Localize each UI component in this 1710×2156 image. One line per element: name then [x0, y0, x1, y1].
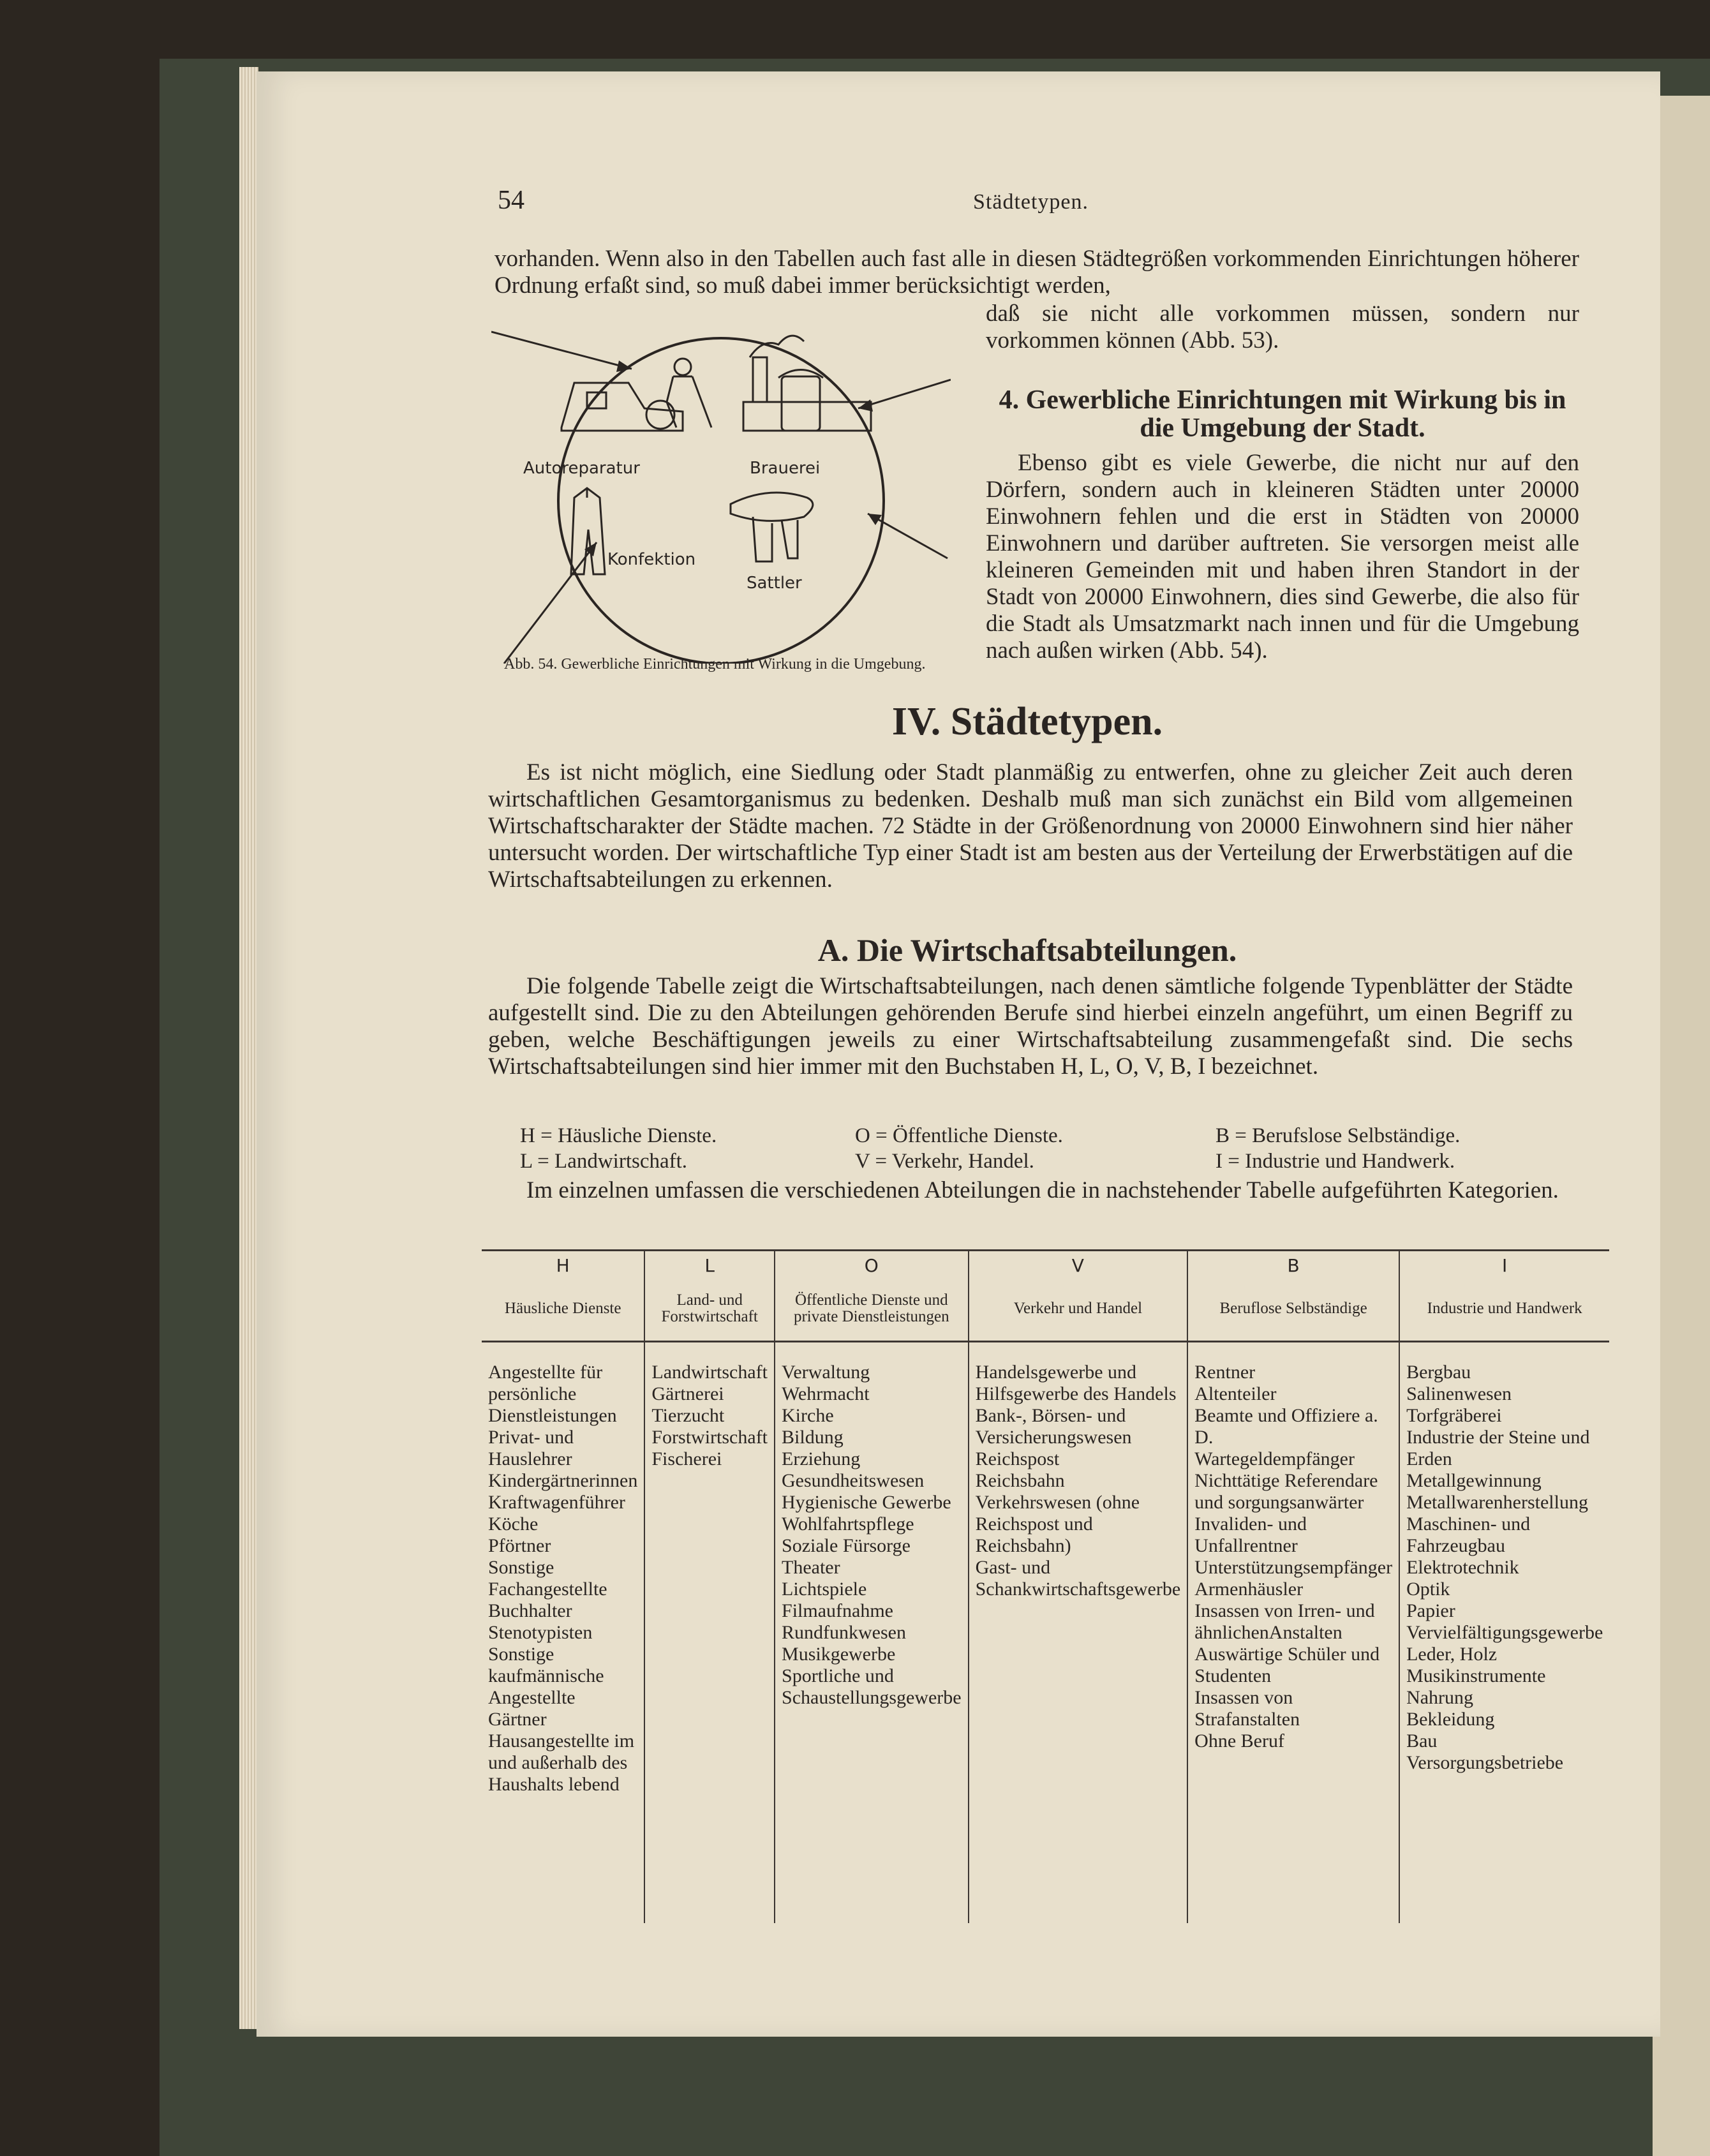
table-item: Wohlfahrtspflege	[782, 1513, 914, 1535]
table-item: Insassen von Irren- und ähnlichenAnstalten	[1194, 1600, 1375, 1643]
arrow-konfektion	[504, 542, 597, 664]
table-item: Nahrung	[1406, 1687, 1474, 1708]
legend-col-1	[520, 1123, 717, 1174]
table-item: Vervielfältigungsgewerbe	[1406, 1622, 1603, 1643]
page-stack-edge	[239, 67, 258, 2029]
table-item: Bau	[1406, 1730, 1438, 1751]
table-item: Optik	[1406, 1579, 1450, 1600]
table-item: Salinenwesen	[1406, 1383, 1512, 1404]
figure-drawing	[491, 306, 951, 664]
chapter-text: Es ist nicht möglich, eine Siedlung oder Stadt planmäßig zu entwerfen, ohne zu gleicher Zeit auch deren wirtschaftlichen Gesamtorganismus zu bedenken. Deshalb muß man sich zunächst ein Bild vom allgemeinen Wirtschaftscharakter der Städte machen. 72 Städte in der Größenordnung von 20000 Einwohnern sind hier näher untersucht worden. Der wirtschaftliche Typ einer Stadt ist am besten aus der Verteilung der Erwerbstätigen auf die Wirtschaftsabteilungen zu erkennen.	[488, 759, 1573, 893]
table-item: Ohne Beruf	[1194, 1730, 1284, 1751]
table-item: Sportliche und Schaustellungsgewerbe	[782, 1665, 962, 1708]
cell-h	[482, 1342, 644, 1924]
figure-abb-54	[491, 306, 951, 664]
figure-circle	[558, 338, 884, 664]
table-item: Beamte und Offiziere a. D.	[1194, 1405, 1378, 1448]
table-item: Industrie der Steine und Erden	[1406, 1427, 1590, 1469]
table-item: Gärtner	[488, 1709, 547, 1730]
legend-v: V = Verkehr, Handel.	[855, 1150, 1034, 1173]
col-name-o: Öffentliche Dienste und private Dienstleistungen	[775, 1277, 969, 1342]
cell-v	[969, 1342, 1188, 1924]
cell-b	[1187, 1342, 1399, 1924]
col-letter-h: H	[482, 1251, 644, 1277]
table-letter-row	[482, 1251, 1609, 1277]
running-head: Städtetypen.	[973, 190, 1089, 214]
intro-paragraph: vorhanden. Wenn also in den Tabellen auch fast alle in diesen Städtegrößen vorkommenden Einrichtungen höherer Ordnung erfaßt sind, so muß dabei immer berücksichtigt werden,	[494, 246, 1579, 299]
col-name-v: Verkehr und Handel	[969, 1277, 1188, 1342]
figure-caption: Abb. 54. Gewerbliche Einrichtungen mit Wirkung in die Umgebung.	[504, 656, 926, 673]
table-item: Hausangestellte im und außerhalb des Haushalts lebend	[488, 1730, 635, 1795]
arrow-brauerei	[858, 380, 951, 408]
section-a-heading: A. Die Wirtschaftsabteilungen.	[817, 932, 1237, 968]
table-item: Rundfunkwesen	[782, 1622, 906, 1643]
table-item: Buchhalter	[488, 1600, 572, 1621]
table-item: Kraftwagenführer	[488, 1492, 625, 1513]
legend-b: B = Berufslose Selbständige.	[1216, 1124, 1461, 1147]
arrow-autoreparatur	[491, 332, 632, 369]
col-name-b: Beruflose Selbständige	[1187, 1277, 1399, 1342]
table-item: Filmaufnahme	[782, 1600, 893, 1621]
table-item: Elektrotechnik	[1406, 1557, 1519, 1578]
table-item: Theater	[782, 1557, 840, 1578]
table-item: Kirche	[782, 1405, 834, 1426]
label-brauerei: Brauerei	[750, 459, 821, 478]
table-item: Nichttätige Referendare und sorgungsanwärter	[1194, 1470, 1378, 1513]
col-name-i: Industrie und Handwerk	[1399, 1277, 1609, 1342]
section-a-text: Die folgende Tabelle zeigt die Wirtschaftsabteilungen, nach denen sämtliche folgende Typenblätter der Städte aufgestellt sind. Die zu den Abteilungen gehörenden Berufe sind hierbei einzeln angeführt, um einen Begriff zu geben, welche Beschäftigungen jeweils zu einer Wirtschaftsabteilung zusammengefaßt sind. Die sechs Wirtschaftsabteilungen sind hier immer mit den Buchstaben H, L, O, V, B, I bezeichnet.	[488, 973, 1573, 1080]
table-item: Forstwirtschaft	[651, 1427, 768, 1448]
table-item: Invaliden- und Unfallrentner	[1194, 1513, 1307, 1556]
intro-paragraph-continued: daß sie nicht alle vorkommen müssen, sondern nur vorkommen können (Abb. 53).	[986, 301, 1579, 353]
table-item: Lichtspiele	[782, 1579, 867, 1600]
table-item: Landwirtschaft	[651, 1362, 768, 1383]
table-item: Gärtnerei	[651, 1383, 724, 1404]
table-item: Rentner	[1194, 1362, 1256, 1383]
legend-col-2	[855, 1123, 1063, 1174]
col-letter-o: O	[775, 1251, 969, 1277]
legend-h: H = Häusliche Dienste.	[520, 1124, 717, 1147]
table-item: Bildung	[782, 1427, 844, 1448]
table-item: Angestellte für persönliche Dienstleistungen	[488, 1362, 617, 1426]
table-item: Kindergärtnerinnen	[488, 1470, 638, 1491]
table-item: Soziale Fürsorge	[782, 1535, 911, 1556]
wirtschaftsabteilungen-table	[482, 1249, 1609, 1923]
label-sattler: Sattler	[747, 574, 802, 593]
legend-i: I = Industrie und Handwerk.	[1216, 1150, 1455, 1173]
suit-icon	[571, 488, 605, 574]
opposite-page-edge	[1653, 96, 1710, 2156]
table-item: Gast- und Schankwirtschaftsgewerbe	[975, 1557, 1181, 1600]
table-item: Stenotypisten	[488, 1622, 593, 1643]
col-letter-b: B	[1187, 1251, 1399, 1277]
table-item: Reichsbahn	[975, 1470, 1065, 1491]
table-item: Hygienische Gewerbe	[782, 1492, 951, 1513]
table-item: Verwaltung	[782, 1362, 870, 1383]
table-item: Wartegeldempfänger	[1194, 1448, 1355, 1469]
legend-l: L = Landwirtschaft.	[520, 1150, 688, 1173]
legend-o: O = Öffentliche Dienste.	[855, 1124, 1063, 1147]
table-item: Armenhäusler	[1194, 1579, 1304, 1600]
car-icon	[561, 383, 683, 431]
table-item: Maschinen- und Fahrzeugbau	[1406, 1513, 1531, 1556]
table-item: Musikgewerbe	[782, 1644, 896, 1665]
page-number: 54	[498, 186, 524, 215]
col-letter-v: V	[969, 1251, 1188, 1277]
section-4-text: Ebenso gibt es viele Gewerbe, die nicht nur auf den Dörfern, sondern auch in kleineren Städten unter 20000 Einwohnern fehlen und die erst in Städten von 20000 Einwohnern und darüber auftreten. Sie versorgen meist alle kleineren Gemeinden mit und haben ihren Standort in der Stadt von 20000 Einwohnern, dies sind Gewerbe, die also für die Stadt als Umsatzmarkt nach innen und für die Umgebung nach außen wirken (Abb. 54).	[986, 450, 1579, 664]
table-item: Privat- und Hauslehrer	[488, 1427, 574, 1469]
mechanic-figure-icon	[667, 359, 711, 427]
table-item: Unterstützungsempfänger	[1194, 1557, 1393, 1578]
cell-i	[1399, 1342, 1609, 1924]
table-item: Sonstige Fachangestellte	[488, 1557, 607, 1600]
cell-l	[644, 1342, 775, 1924]
table-body-row	[482, 1342, 1609, 1924]
col-letter-i: I	[1399, 1251, 1609, 1277]
table-item: Papier	[1406, 1600, 1455, 1621]
table-item: Metallwarenherstellung	[1406, 1492, 1588, 1513]
table-item: Bergbau	[1406, 1362, 1471, 1383]
table-item: Torfgräberei	[1406, 1405, 1502, 1426]
label-autoreparatur: Autoreparatur	[523, 459, 640, 478]
table-item: Bekleidung	[1406, 1709, 1495, 1730]
chapter-heading: IV. Städtetypen.	[891, 700, 1163, 743]
label-konfektion: Konfektion	[607, 550, 696, 569]
table-item: Verkehrswesen (ohne Reichspost und Reichsbahn)	[975, 1492, 1140, 1556]
table-item: Leder, Holz	[1406, 1644, 1498, 1665]
table-item: Fischerei	[651, 1448, 722, 1469]
table-item: Versorgungsbetriebe	[1406, 1752, 1564, 1773]
table-item: Pförtner	[488, 1535, 551, 1556]
table-item: Reichspost	[975, 1448, 1060, 1469]
legend-col-3	[1216, 1123, 1460, 1174]
table-item: Metallgewinnung	[1406, 1470, 1542, 1491]
table-item: Sonstige kaufmännische Angestellte	[488, 1644, 604, 1708]
col-name-h: Häusliche Dienste	[482, 1277, 644, 1342]
table-item: Tierzucht	[651, 1405, 725, 1426]
table-item: Insassen von Strafanstalten	[1194, 1687, 1300, 1730]
col-name-l: Land- und Forstwirtschaft	[644, 1277, 775, 1342]
table-item: Auswärtige Schüler und Studenten	[1194, 1644, 1380, 1686]
table-item: Bank-, Börsen- und Versicherungswesen	[975, 1405, 1132, 1448]
table-header-row	[482, 1277, 1609, 1342]
table-item: Gesundheitswesen	[782, 1470, 925, 1491]
cell-o	[775, 1342, 969, 1924]
table-intro: Im einzelnen umfassen die verschiedenen Abteilungen die in nachstehender Tabelle aufgeführten Kategorien.	[526, 1177, 1559, 1203]
table-item: Altenteiler	[1194, 1383, 1277, 1404]
table-item: Köche	[488, 1513, 539, 1535]
table-item: Wehrmacht	[782, 1383, 870, 1404]
section-4-heading: 4. Gewerbliche Einrichtungen mit Wirkung bis in die Umgebung der Stadt.	[999, 385, 1566, 443]
saddle-icon	[731, 493, 813, 561]
table-item: Handelsgewerbe und Hilfsgewerbe des Handels	[975, 1362, 1177, 1404]
table-item: Erziehung	[782, 1448, 861, 1469]
table-item: Musikinstrumente	[1406, 1665, 1546, 1686]
brewery-icon	[743, 336, 871, 431]
col-letter-l: L	[644, 1251, 775, 1277]
